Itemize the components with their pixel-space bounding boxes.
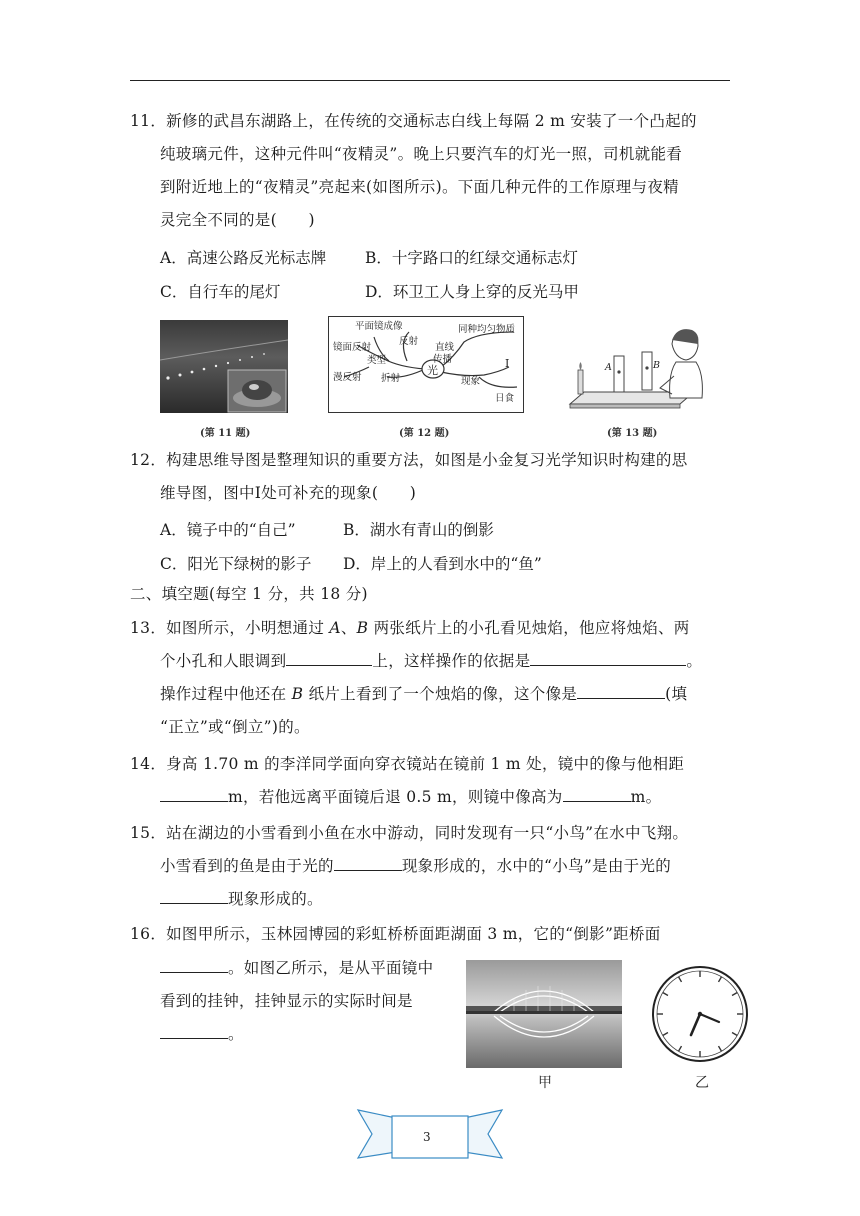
q15-text-2a: 小雪看到的鱼是由于光的	[160, 857, 334, 875]
fig12-mind-map	[328, 316, 524, 413]
q16-line-3: 看到的挂钟，挂钟显示的实际时间是	[160, 992, 413, 1010]
mm-guang: 光	[427, 364, 438, 377]
q12-option-d: D．岸上的人看到水中的“鱼”	[343, 555, 542, 573]
question-14	[130, 748, 732, 814]
q14-line-2	[130, 781, 732, 814]
q14-blank-1[interactable]	[160, 801, 228, 802]
q13-text-2c: 。	[686, 652, 703, 670]
question-15	[130, 817, 732, 916]
q15-line-3	[130, 883, 732, 916]
mm-rishi: 日食	[495, 393, 515, 404]
q13-text-3a: 操作过程中他还在	[160, 685, 292, 703]
q16-text-2: 。如图乙所示，是从平面镜中	[228, 959, 434, 977]
q11-line-3: 到附近地上的“夜精灵”亮起来(如图所示)。下面几种元件的工作原理与夜精	[160, 178, 679, 196]
q11-option-a: A．高速公路反光标志牌	[160, 249, 327, 267]
q15-text-2b: 现象形成的，水中的“小鸟”是由于光的	[401, 857, 672, 875]
mm-tongzhong: 同种均匀物质	[458, 324, 516, 335]
section-2-title: 二、填空题(每空 1 分，共 18 分)	[130, 585, 368, 603]
q16-text-4: 。	[228, 1025, 244, 1043]
q14-line-1: 14．身高 1.70 m 的李洋同学面向穿衣镜站在镜前 1 m 处，镜中的像与他相距	[130, 755, 685, 773]
q13-var-b: B	[356, 619, 369, 637]
fig11-night-road-photo	[160, 320, 288, 413]
q15-blank-2[interactable]	[160, 903, 228, 904]
q13-blank-2[interactable]	[530, 665, 686, 666]
question-12	[130, 444, 732, 510]
q12-line-1: 12．构建思维导图是整理知识的重要方法，如图是小金复习光学知识时构建的思	[130, 451, 688, 469]
q13-line-3	[130, 678, 732, 711]
q13-line-2	[130, 645, 732, 678]
q13-var-b2: B	[291, 685, 304, 703]
q16-line-4	[130, 1018, 430, 1051]
q11-options-row-1	[160, 246, 578, 268]
q13-text-3c: (填	[665, 685, 688, 703]
fig16-label-yi: 乙	[695, 1075, 709, 1091]
page-number: 3	[423, 1130, 431, 1144]
q12-options-row-1	[160, 518, 494, 540]
fig13-pinhole-illustration	[562, 318, 714, 414]
q13-blank-3[interactable]	[577, 698, 665, 699]
q12-options-row-2	[160, 552, 542, 574]
fig12-caption: (第 12 题)	[399, 428, 450, 439]
question-16-cont	[130, 952, 434, 1051]
q15-line-1: 15．站在湖边的小雪看到小鱼在水中游动，同时发现有一只“小鸟”在水中飞翔。	[130, 824, 689, 842]
mm-pingmian: 平面镜成像	[355, 321, 403, 332]
q12-option-c: C．阳光下绿树的影子	[160, 555, 312, 573]
fig13-label-b: B	[653, 360, 660, 371]
question-11	[130, 105, 732, 237]
q14-blank-2[interactable]	[563, 801, 631, 802]
q14-text-2a: m，若他远离平面镜后退 0.5 m，则镜中像高为	[228, 788, 563, 806]
q11-options-row-2	[160, 280, 579, 302]
q12-line-2: 维导图，图中I处可补充的现象( )	[160, 484, 417, 502]
q13-line-1	[130, 612, 732, 645]
section-2-heading	[130, 578, 732, 611]
mm-zhixian: 直线	[435, 342, 455, 353]
mm-chuanbo: 传播	[433, 354, 453, 365]
q12-option-a: A．镜子中的“自己”	[160, 521, 296, 539]
q16-line-1: 16．如图甲所示，玉林园博园的彩虹桥桥面距湖面 3 m，它的“倒影”距桥面	[130, 925, 661, 943]
q11-line-4: 灵完全不同的是( )	[160, 211, 315, 229]
q11-option-b: B．十字路口的红绿交通标志灯	[365, 249, 578, 267]
q13-text-1a: 13．如图所示，小明想通过	[130, 619, 330, 637]
q11-line-2: 纯玻璃元件，这种元件叫“夜精灵”。晚上只要汽车的灯光一照，司机就能看	[160, 145, 683, 163]
q15-blank-1[interactable]	[334, 870, 402, 871]
q13-line-4: “正立”或“倒立”)的。	[160, 718, 310, 736]
header-rule	[130, 80, 730, 81]
fig16-label-jia: 甲	[538, 1075, 552, 1091]
q13-text-2a: 个小孔和人眼调到	[160, 652, 287, 670]
mm-zheshe: 折射	[381, 373, 401, 384]
mm-manfanshe: 漫反射	[333, 372, 362, 383]
q15-text-3: 现象形成的。	[228, 890, 323, 908]
question-16	[130, 918, 732, 951]
q13-blank-1[interactable]	[286, 665, 372, 666]
q16-blank-1[interactable]	[160, 972, 228, 973]
q13-text-3b: 纸片上看到了一个烛焰的像，这个像是	[303, 685, 578, 703]
q13-text-1b: 两张纸片上的小孔看见烛焰，他应将烛焰、两	[368, 619, 690, 637]
fig11-caption: (第 11 题)	[200, 428, 251, 439]
fig13-caption: (第 13 题)	[607, 428, 658, 439]
q12-option-b: B．湖水有青山的倒影	[343, 521, 494, 539]
mm-roman-i: I	[505, 357, 510, 370]
mm-xianxiang: 现象	[461, 376, 481, 387]
fig13-label-a: A	[605, 362, 612, 373]
q13-text-2b: 上，这样操作的依据是	[372, 652, 531, 670]
q13-sep: 、	[340, 619, 357, 637]
mm-leixing: 类型	[367, 355, 387, 366]
q16-line-2	[130, 952, 434, 985]
q14-text-2b: m。	[630, 788, 662, 806]
fig16-bridge-photo	[466, 960, 622, 1068]
mm-jingmian: 镜面反射	[333, 342, 372, 353]
q11-line-1: 11．新修的武昌东湖路上，在传统的交通标志白线上每隔 2 m 安装了一个凸起的	[130, 112, 697, 130]
mm-fanshe: 反射	[399, 336, 419, 347]
q16-blank-2[interactable]	[160, 1038, 228, 1039]
q11-option-c: C．自行车的尾灯	[160, 283, 281, 301]
q13-var-a: A	[329, 619, 341, 637]
q11-option-d: D．环卫工人身上穿的反光马甲	[365, 283, 579, 301]
q15-line-2	[130, 850, 732, 883]
fig16-clock	[650, 964, 750, 1064]
question-13	[130, 612, 732, 744]
